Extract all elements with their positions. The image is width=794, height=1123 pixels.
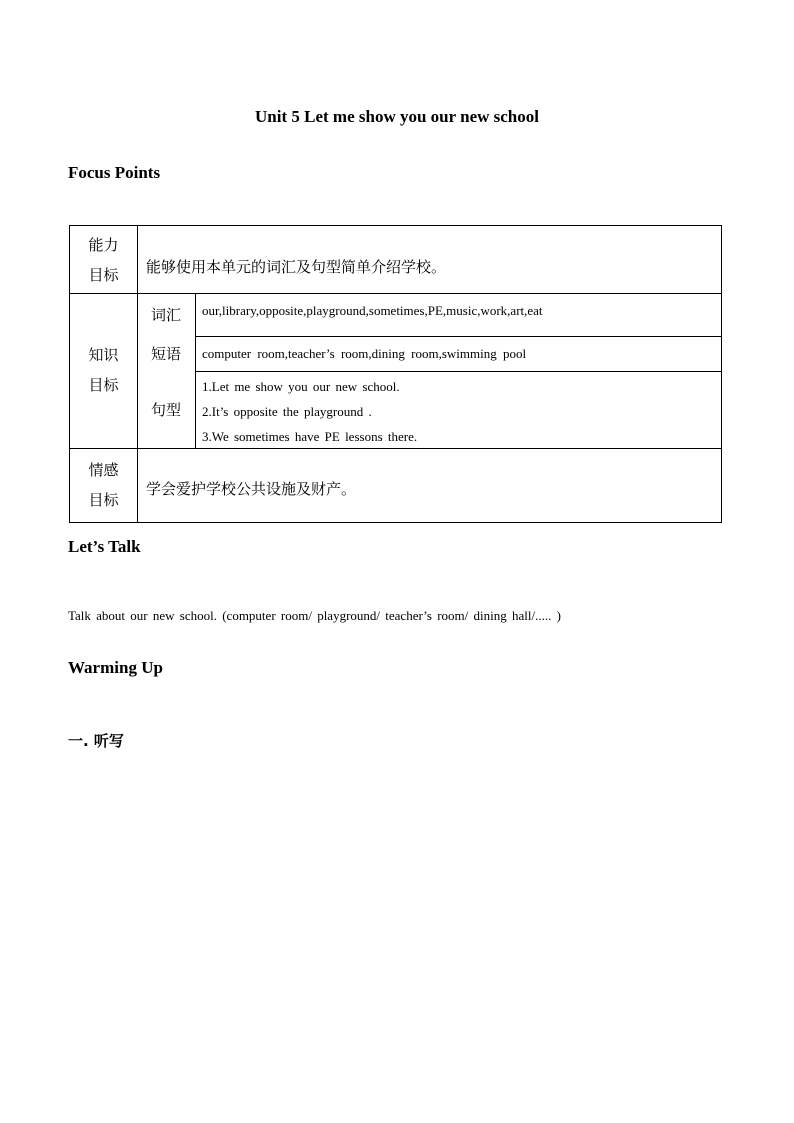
- vocab-label: 词汇: [150, 306, 181, 324]
- phrases-content: computer room,teacher’s room,dining room,swimming pool: [202, 346, 527, 361]
- ability-content: 能够使用本单元的词汇及句型简单介绍学校。: [146, 258, 447, 276]
- knowledge-label: 知识 目标: [88, 346, 119, 394]
- vocab-content: our,library,opposite,playground,sometimes,PE,music,work,art,eat: [202, 303, 543, 318]
- sentences-content: [202, 374, 417, 449]
- phrases-label: 短语: [150, 345, 181, 363]
- focus-points-table: [69, 225, 722, 523]
- focus-points-heading: Focus Points: [68, 163, 161, 182]
- page-title: Unit 5 Let me show you our new school: [255, 107, 539, 126]
- section-one-heading: 一. 听写: [68, 732, 124, 750]
- warming-up-heading: Warming Up: [68, 658, 163, 677]
- sentence-item: 3.We sometimes have PE lessons there.: [202, 429, 418, 444]
- emotion-label: 情感 目标: [88, 461, 119, 509]
- emotion-content: 学会爱护学校公共设施及财产。: [146, 480, 357, 498]
- sentences-label: 句型: [150, 401, 181, 419]
- lets-talk-heading: Let’s Talk: [68, 537, 141, 556]
- sentence-item: 2.It’s opposite the playground .: [202, 404, 372, 419]
- sentence-item: 1.Let me show you our new school.: [202, 379, 400, 394]
- ability-label: 能力 目标: [88, 236, 119, 284]
- talk-text: Talk about our new school. (computer room/ playground/ teacher’s room/ dining hall/..... ): [68, 608, 561, 623]
